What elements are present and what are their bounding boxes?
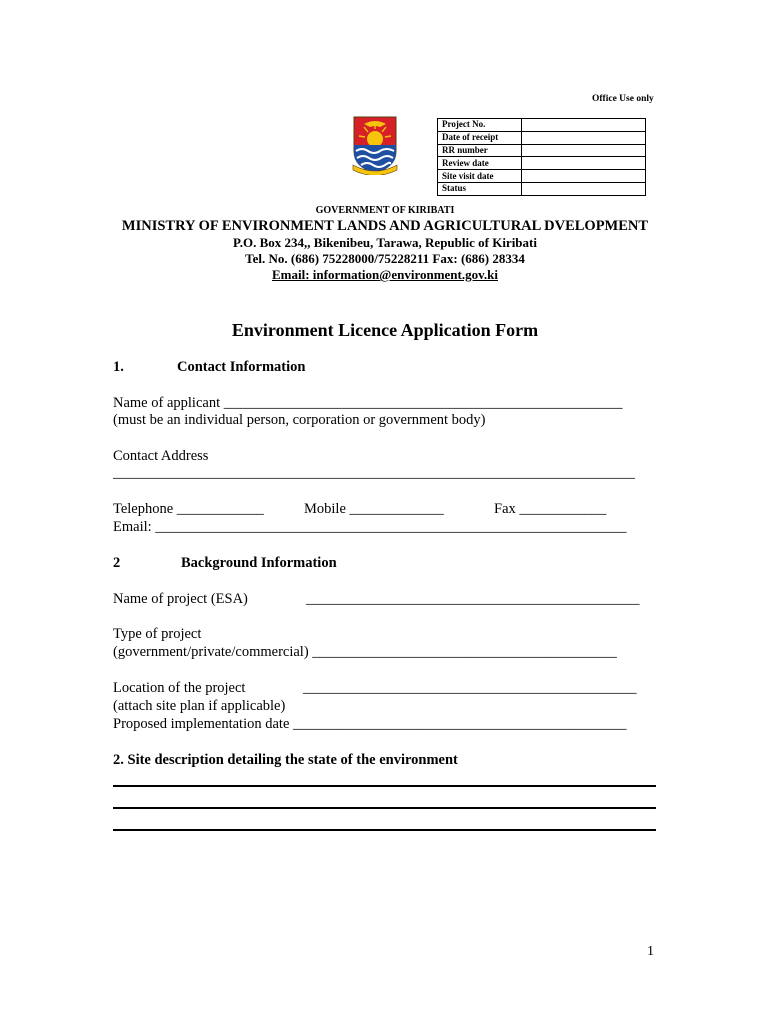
site-plan-note: (attach site plan if applicable) [113, 698, 286, 714]
section-2-title: Background Information [181, 555, 337, 571]
office-row-value[interactable] [522, 157, 646, 170]
project-name-label: Name of project (ESA) [113, 591, 248, 607]
office-row-value[interactable] [522, 170, 646, 183]
kiribati-coat-of-arms-icon [350, 115, 400, 175]
contact-address-label: Contact Address [113, 448, 209, 464]
table-row [438, 182, 646, 195]
office-row-value[interactable] [522, 119, 646, 132]
contact-address-field[interactable]: ________________________________________________________________________ [113, 465, 635, 481]
site-description-line[interactable] [113, 807, 656, 809]
project-location-field[interactable]: ______________________________________________ [303, 680, 637, 696]
site-description-line[interactable] [113, 829, 656, 831]
contact-email: Email: information@environment.gov.ki [272, 267, 498, 282]
office-use-table [437, 118, 646, 196]
office-use-label: Office Use only [592, 94, 654, 104]
site-description-heading: 2. Site description detailing the state of the environment [113, 752, 458, 768]
project-location-label: Location of the project [113, 680, 246, 696]
office-row-label: Site visit date [438, 170, 522, 183]
office-row-label: Status [438, 182, 522, 195]
name-of-applicant-field[interactable]: Name of applicant _______________________________________________________ [113, 395, 623, 411]
ministry-heading: MINISTRY OF ENVIRONMENT LANDS AND AGRICULTURAL DVELOPMENT [121, 218, 649, 234]
office-row-label: RR number [438, 144, 522, 157]
section-1-number: 1. [113, 359, 124, 375]
office-row-value[interactable] [522, 182, 646, 195]
table-row [438, 170, 646, 183]
office-row-value[interactable] [522, 131, 646, 144]
project-name-field[interactable]: ______________________________________________ [306, 591, 640, 607]
fax-field[interactable]: Fax ____________ [494, 501, 607, 517]
government-heading: GOVERNMENT OF KIRIBATI [315, 205, 455, 216]
telephone-fax: Tel. No. (686) 75228000/75228211 Fax: (686) 28334 [245, 251, 525, 266]
form-title: Environment Licence Application Form [231, 320, 539, 340]
table-row [438, 131, 646, 144]
po-box-address: P.O. Box 234,, Bikenibeu, Tarawa, Republic of Kiribati [233, 235, 537, 250]
implementation-date-field[interactable]: Proposed implementation date ______________________________________________ [113, 716, 627, 732]
project-type-label: Type of project [113, 626, 202, 642]
page-number: 1 [647, 944, 654, 959]
office-row-label: Date of receipt [438, 131, 522, 144]
office-row-label: Project No. [438, 119, 522, 132]
mobile-field[interactable]: Mobile _____________ [304, 501, 444, 517]
applicant-note: (must be an individual person, corporation or government body) [113, 412, 486, 428]
table-row [438, 157, 646, 170]
table-row [438, 144, 646, 157]
site-description-line[interactable] [113, 785, 656, 787]
section-1-title: Contact Information [177, 359, 306, 375]
email-field[interactable]: Email: _________________________________________________________________ [113, 519, 627, 535]
office-row-label: Review date [438, 157, 522, 170]
office-row-value[interactable] [522, 144, 646, 157]
telephone-field[interactable]: Telephone ____________ [113, 501, 264, 517]
section-2-number: 2 [113, 555, 121, 571]
project-type-field[interactable]: (government/private/commercial) __________________________________________ [113, 644, 617, 660]
table-row [438, 119, 646, 132]
